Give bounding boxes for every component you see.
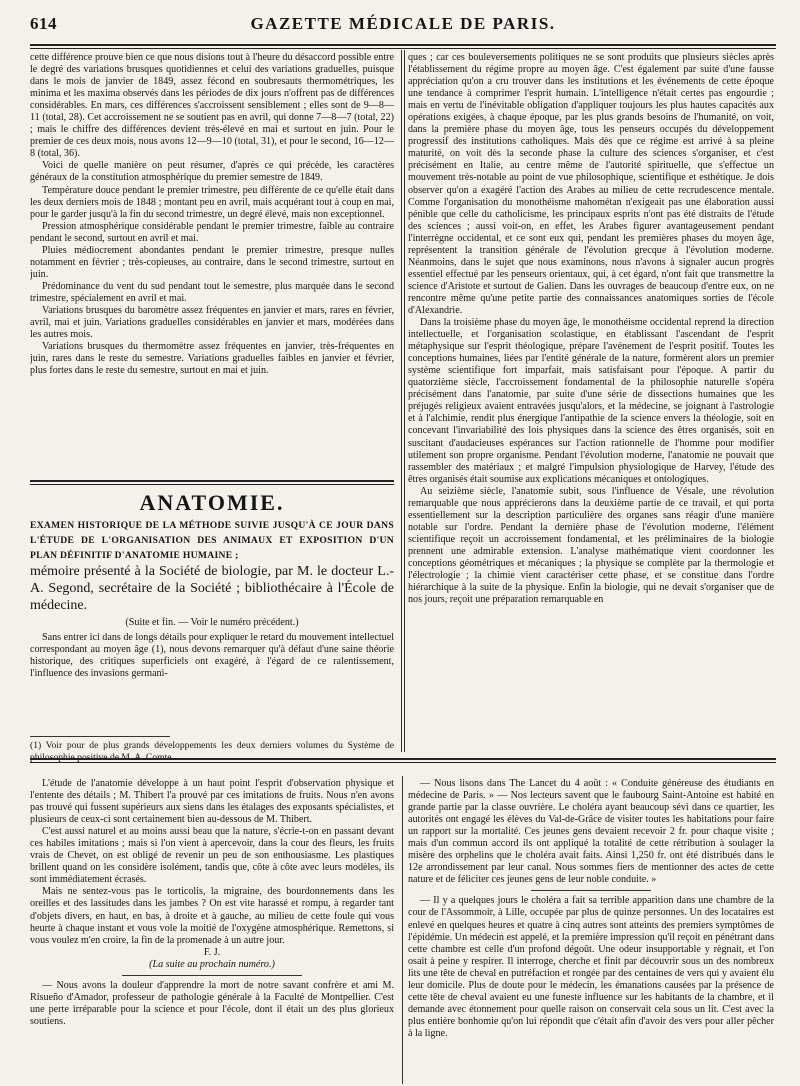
header-rule [30,44,776,46]
column-history [408,52,774,750]
memoir-title-rest: mémoire présenté à la Société de biologie, par M. le docteur L.-A. Segond, secrétaire de la Société ; bibliothécaire à l'École de médecine. [30,564,394,613]
paragraph: C'est aussi naturel et au moins aussi beau que la nature, s'écrie-t-on en passant devant ces habiles imitations ; mais si l'on vient à apercevoir, dans la cour des fleurs, les fruits vrais de Chevet, on est obligé de revenir un peu de son enthousiasme. Les plastiques brillent quand on les considère isolément, tandis que, côte à côte avec leurs modèles, ils sont immédiatement écrasés. [30,826,394,886]
paragraph: L'étude de l'anatomie développe à un haut point l'esprit d'observation physique et l'entente des détails ; M. Thibert l'a prouvé par ces imitations de fruits. Nous n'en avons pas trouvé qui fussent supérieurs aux siens dans les étalages des exposants spécialistes, et plusieurs de ceux-ci sont certainement bien au-dessous de M. Thibert. [30,778,394,826]
divider-rule [30,758,776,760]
paragraph: — Il y a quelques jours le choléra a fait sa terrible apparition dans une chambre de la cour de l'Assommoir, à Lille, occupée par plus de quinze personnes. Un des locataires est enlevé en quelques heures et quatre à cinq autres sont atteints des premiers symptômes de l'épidémie. Un médecin est appelé, et la première impression qu'il reçoit en pénétrant dans cette chambre est celle d'un profond dégoût. Une odeur insupportable y règnait, et l'on osait à peine y respirer. Il interroge, cherche et finit par découvrir sous un des nombreux lits une tête de cheval en putréfaction et rongée par des centaines de vers qui y avaient élu leur domicile. Plus de doute pour le médecin, les émanations causées par la présence de cette tête de cheval avaient eu une funeste influence sur les habitants de la chambre, et il demande avec étonnement pour quelle raison on conservait cela sous un lit. C'est avec la plus entière bonhomie qu'on lui répondit que c'était afin d'avoir des vers pour aller pêcher à la ligne. [408,895,774,1039]
paragraph: Au seizième siècle, l'anatomie subit, sous l'influence de Vésale, une révolution remarquable que nous apprécierons dans la deuxième partie de ce travail, et qui porta essentiellement sur la description particulière des organes sans réagir d'une manière notable sur l'ordre. Pendant la dernière phase de l'évolution moderne, l'élément scientifique reçoit un accroissement fondamental, et les préliminaires de la biologie prennent une admirable extension. L'analyse mathématique vient coordonner les conceptions géométriques et mécaniques ; la physique se complète par la thermologie et l'électrologie ; la chimie vient caractériser cette phase, et se constitue dans l'ordre hiérarchique à la suite de la physique. Enfin la biologie, qui ne devait s'organiser que de nos jours, reçoit une préparation remarquable en [408,485,774,606]
header-rule-thin [30,48,776,49]
memoir-title-caps: EXAMEN HISTORIQUE DE LA MÉTHODE SUIVIE JUSQU'À CE JOUR DANS L'ÉTUDE DE L'ORGANISATION DES ANIMAUX ET EXPOSITION D'UN PLAN DÉFINITIF D'ANATOMIE HUMAINE ; [30,520,394,561]
small-rule [122,975,302,976]
section-heading: ANATOMIE. [139,490,285,515]
column-meteorology [30,52,394,470]
paragraph: Prédominance du vent du sud pendant tout le semestre, plus marquée dans le second trimestre, spécialement en avril et mai. [30,280,394,304]
paragraph: — Nous avons la douleur d'apprendre la mort de notre savant confrère et ami M. Risueño d'Amador, professeur de pathologie générale à la Faculté de Montpellier. C'est une perte irréparable pour la science et pour l'école, dont il était un des plus glorieux soutiens. [30,979,394,1027]
divider-rule-thin [30,762,776,763]
column-exhibition [30,778,394,1078]
paragraph: Sans entrer ici dans de longs détails pour expliquer le retard du mouvement intellectuel correspondant au moyen âge (1), nous devons remarquer qu'à défaut d'une saine théorie historique, des critiques superficiels ont exagéré, à l'égard de ce ralentissement, l'influence des invasions germani- [30,632,394,680]
paragraph: Température douce pendant le premier trimestre, peu différente de ce qu'elle était dans les deux derniers mois de 1848 ; montant peu en avril, mais acquérant tout à coup en mai, pour le garder jusqu'à la fin du second trimestre, un degré élevé, mais non exceptionnel. [30,184,394,220]
paragraph: Pluies médiocrement abondantes pendant le premier trimestre, presque nulles notamment en février ; très-copieuses, au contraire, dans le second trimestre, surtout en juin. [30,244,394,280]
to-be-continued: (La suite au prochain numéro.) [149,958,275,970]
paragraph: Dans la troisième phase du moyen âge, le monothéisme occidental reprend la direction intellectuelle, et l'organisation scolastique, en établissant l'ascendant de l'esprit métaphysique sur l'esprit théologique, prépare l'avénement de l'esprit positif. Toutes les conceptions humaines, liées par l'entité générale de la nature, formèrent alors un premier système scientifique fort imparfait, mais satisfaisant pour l'époque. A partir du quatorzième siècle, l'accroissement fondamental de la philosophie naturelle s'opéra précisément dans l'anatomie, par suite d'une série de dissections humaines que les préjugés religieux avaient entravées jusqu'alors, et la médecine, se joignant à l'astrologie et à l'alchimie, rendit plus énergique l'antipathie de la science envers la théologie, soit en concevant l'invariabilité des lois physiques dans la science des êtres organisés, soit en suscitant d'audacieuses espérances sur l'action rationnelle de l'homme pour modifier utilement son propre organisme. Pendant l'évolution moderne, l'anatomie ne pouvait que rassembler des matériaux ; et malgré l'impulsion physiologique de Harvey, l'étude des êtres organisés était soumise aux explications mécaniques et ontologiques. [408,317,774,485]
continued-note: (Suite et fin. — Voir le numéro précédent.) [125,617,299,628]
page-header [30,14,776,40]
column-divider [401,50,402,752]
paragraph: Voici de quelle manière on peut résumer, d'après ce qui précède, les caractères généraux de la constitution atmosphérique du premier semestre de 1849. [30,160,394,184]
signature: F. J. [203,946,221,958]
paragraph: Variations brusques du baromètre assez fréquentes en janvier et mars, rares en février, avril, mai et juin. Variations graduelles considérables en janvier et mars, modérées dans les autres mois. [30,304,394,341]
paragraph: Variations brusques du thermomètre assez fréquentes en janvier, très-fréquentes en juin, rares dans le reste du semestre. Variations graduelles faibles en janvier et février, plus fortes dans le reste du semestre, surtout en mai et juin. [30,341,394,377]
paragraph: cette différence prouve bien ce que nous disions tout à l'heure du désaccord possible entre le degré des variations brusques quotidiennes et celui des variations graduelles, puisque dans le mois de janvier de 1849, assez fécond en soubresauts thermométriques, les minima et les maxima observés dans les périodes de dix jours n'offrent pas de différences considérables. En mars, ces différences s'accroissent sensiblement ; elles sont de 9—8—11 (total, 28). Cet accroissement ne se soutient pas en avril, qui donne 7—8—7 (total, 22) ; mais le chiffre des différences devient très-élevé en mai et surtout en juin. Pour le premier de ces deux mois, nous avons 12—9—10 (total, 31), et pour le second, 16—12—8 (total, 36). [30,52,394,160]
footnote-rule [30,736,170,737]
page-number: 614 [30,14,57,33]
memoir-block [30,518,394,726]
section-rule-thin [30,484,394,485]
column-divider [404,50,405,752]
column-news [408,778,774,1084]
paragraph: ques ; car ces bouleversements politiques ne se sont produits que plusieurs siècles après l'établissement du régime propre au moyen âge. C'est également par suite d'une fausse appréciation qu'on a cru trouver dans les institutions et les événements de cette époque une tendance à comprimer l'esprit humain. L'intelligence n'était certes pas engourdie ; mais en vertu de l'inévitable obligation d'appliquer toujours les plus hautes capacités aux opérations exigées, à chaque époque, par les plus grands besoins de l'humanité, on voit, dans la première phase du moyen âge, tous les penseurs occupés du développement progressif des institutions catholiques. Mais dès que ce régime est arrivé à sa pleine maturité, on voit dès la seconde phase la culture des sciences s'organiser, et c'est précisément en Italie, au centre même de l'autorité spirituelle, que s'effectue un mouvement très-notable au point de vue philosophique, scientifique et esthétique. Je dois observer qu'on a exagéré l'action des Arabes au milieu de cette recrudescence mentale. Comme l'organisation du monothéisme mahométan n'exigeait pas une élaboration aussi pénible que celle du catholicisme, les principaux esprits n'ont pas été distraits de l'étude des sciences ; aussi voit-on, en effet, les Arabes figurer avantageusement pendant l'interrègne occidental, et ce sont eux qui, pendant les premières phases du moyen âge, représentent la transition générale de l'évolution grecque à l'évolution moderne. Néanmoins, dans le sujet que nous examinons, nous n'avons à signaler aucun progrès essentiel effectué par les penseurs orientaux, qui, à cet égard, n'ont fait que transmettre la science d'Aristote et surtout de Galien. Dans les ouvrages de beaucoup d'entre eux, on ne rencontre même qu'une petite partie des connaissances anatomiques sorties de l'école d'Alexandrie. [408,52,774,316]
paragraph: Mais ne sentez-vous pas le torticolis, la migraine, des bourdonnements dans les oreilles et des lassitudes dans les jambes ? On est vite harassé et rompu, à regarder tant d'objets divers, en haut, en bas, à droite et à gauche, au milieu de cette foule qui vous heurte à chaque instant et vous vole la moitié de l'oxygène atmosphérique. Remettons, si vous voulez m'en croire, la fin de la promenade à un autre jour. [30,886,394,946]
footnote: (1) Voir pour de plus grands développements les deux derniers volumes du Système de philosophie positive de M. A. Comte. [30,740,394,763]
section-rule [30,480,394,482]
small-rule [531,890,651,891]
journal-title: GAZETTE MÉDICALE DE PARIS. [250,14,556,33]
paragraph: — Nous lisons dans The Lancet du 4 août : « Conduite généreuse des étudiants en médecine de Paris. » — Nos lecteurs savent que le faubourg Saint-Antoine est habité en grande partie par la classe ouvrière. Le choléra ayant beaucoup sévi dans ce quartier, les autorités ont engagé les élèves du Val-de-Grâce de visiter toutes les habitations pour faire un rapport sur la mortalité. Ces jeunes gens devaient recevoir 2 fr. pour chaque visite ; mais d'un commun accord ils ont appliqué la totalité de cette rétribution à soulager la misère des orphelins que le choléra avait faits. Ainsi 1,250 fr. ont été distribués dans le 12e arrondissement par leur canal. Nous sommes fiers de mentionner des actes de cette nature et de féliciter ces jeunes gens de leur noble conduite. » [408,778,774,886]
column-divider [402,776,403,1084]
paragraph: Pression atmosphérique considérable pendant le premier trimestre, faible au contraire pendant le second, surtout en avril et mai. [30,220,394,244]
